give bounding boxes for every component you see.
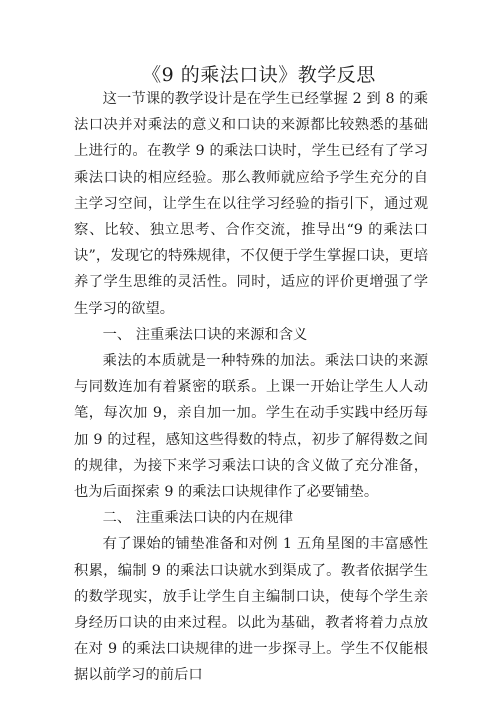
document-title: 《9 的乘法口诀》教学反思 <box>142 64 376 86</box>
section-2-paragraph: 有了课始的铺垫准备和对例 1 五角星图的丰富感性积累，编制 9 的乘法口诀就水到渠成了。教者依据学生的数学现实，放手让学生自主编制口诀，使每个学生亲身经历口诀的由来过程。以此为基础，教者将着力点放在对 9 的乘法口诀规律的进一步探寻上。学生不仅能根据以前学习的前后口 <box>74 536 428 684</box>
section-1-paragraph: 乘法的本质就是一种特殊的加法。乘法口诀的来源与同数连加有着紧密的联系。上课一开始让学生人人动笔，每次加 9，亲自加一加。学生在动手实践中经历每加 9 的过程，感知这些得数的特点，初步了解得数之间的规律，为接下来学习乘法口诀的含义做了充分准备，也为后面探索 9 的乘法口诀规律作了必要铺垫。 <box>74 353 428 501</box>
section-2-heading: 二、 注重乘法口诀的内在规律 <box>102 510 293 527</box>
intro-paragraph: 这一节课的教学设计是在学生已经掌握 2 到 8 的乘法口决并对乘法的意义和口诀的来源都比较熟悉的基础上进行的。在教学 9 的乘法口诀时，学生已经有了学习乘法口诀的相应经验。那么教师就应给予学生充分的自主学习空间，让学生在以往学习经验的指引下，通过观察、比较、独立思考、合作交流，推导出“9 的乘法口诀”，发现它的特殊规律，不仅便于学生掌握口诀，更培养了学生思维的灵活性。同时，适应的评价更增强了学生学习的欲望。 <box>74 91 428 317</box>
document-body <box>74 86 428 689</box>
section-1-heading: 一、 注重乘法口诀的来源和含义 <box>102 326 308 343</box>
